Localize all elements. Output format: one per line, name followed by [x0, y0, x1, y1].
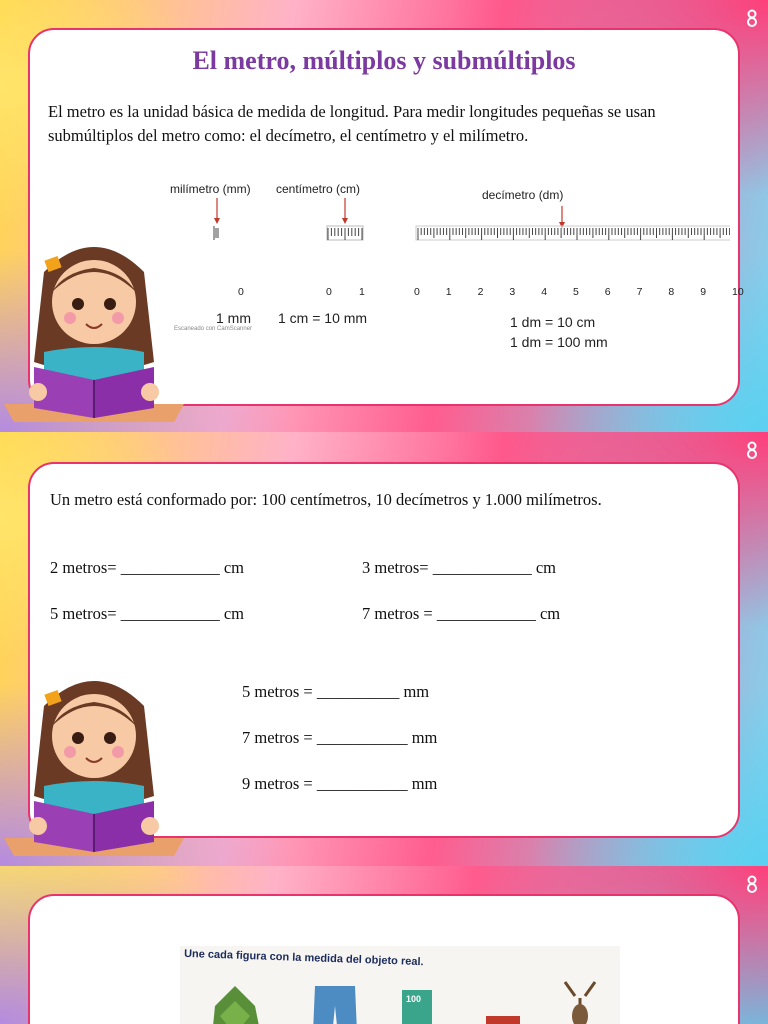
dm-equation-1: 1 dm = 10 cm [510, 314, 596, 330]
content-card [28, 894, 740, 1024]
ruler-graphics [170, 182, 730, 292]
jeans-icon [312, 986, 358, 1024]
exercise-cm-4: 7 metros = ____________ cm [362, 604, 561, 623]
girl-reading-illustration [4, 232, 184, 422]
cm-tick-label: 1 [359, 286, 365, 298]
dm-tick-label: 1 [445, 286, 452, 298]
statement: Un metro está conformado por: 100 centímetros, 10 decímetros y 1.000 milímetros. [50, 490, 602, 509]
exercise-cm-1: 2 metros= ____________ cm [50, 558, 244, 577]
ruler-figure [170, 182, 744, 352]
mm-tick-label: 0 [238, 286, 244, 298]
dm-tick-label: 5 [573, 286, 579, 298]
mm-label: milímetro (mm) [170, 182, 251, 196]
exercise-cm-3: 5 metros= ____________ cm [50, 604, 244, 623]
intro-paragraph: El metro es la unidad básica de medida de longitud. Para medir longitudes pequeñas se usan submúltiplos del metro como: el decímetro, el centímetro y el milímetro. [48, 102, 656, 145]
exercise-mm-1: 5 metros = __________ mm [242, 682, 430, 701]
dm-tick-label: 10 [732, 286, 744, 298]
exercise-mm-3: 9 metros = ___________ mm [242, 774, 438, 793]
brand-logo-icon [744, 8, 760, 28]
scanner-watermark: Escaneado con CamScanner [174, 326, 253, 332]
dm-tick-label: 9 [700, 286, 707, 298]
dm-label: decímetro (dm) [482, 188, 564, 202]
cm-label: centímetro (cm) [276, 182, 361, 196]
dm-tick-label: 4 [541, 286, 548, 298]
dm-tick-label: 0 [414, 286, 420, 298]
dm-ruler-ticks [418, 228, 730, 240]
cm-arrow-head [342, 218, 348, 224]
dm-tick-label: 3 [509, 286, 516, 298]
brand-logo-icon [744, 874, 760, 894]
dm-tick-label: 6 [604, 286, 611, 298]
dm-tick-label: 2 [477, 286, 484, 298]
page-title: El metro, múltiplos y submúltiplos [192, 46, 576, 75]
sharpener-icon [486, 1016, 520, 1024]
slide-2 [0, 432, 768, 866]
exercise-mm-2: 7 metros = ___________ mm [242, 728, 438, 747]
dm-tick-label: 8 [668, 286, 675, 298]
exercise-cm-2: 3 metros= ____________ cm [362, 558, 556, 577]
brand-logo-icon [744, 440, 760, 460]
mm-equation: 1 mm [216, 310, 251, 326]
cm-equation: 1 cm = 10 mm [278, 310, 368, 326]
banknote-value: 100 [406, 994, 422, 1004]
slide-1 [0, 0, 768, 432]
dm-ruler-box [416, 226, 730, 240]
girl-reading-illustration [4, 666, 184, 856]
mm-arrow-head [214, 218, 220, 224]
slide-3 [0, 866, 768, 1024]
dm-tick-label: 7 [636, 286, 643, 298]
dm-equation-2: 1 dm = 100 mm [510, 334, 608, 350]
cm-ruler-ticks [328, 228, 362, 240]
cm-tick-label: 0 [326, 286, 332, 298]
dm-baseline [416, 266, 730, 267]
worksheet-instruction: Une cada figura con la medida del objeto real. [183, 947, 424, 969]
dm-arrow-head [559, 222, 565, 228]
